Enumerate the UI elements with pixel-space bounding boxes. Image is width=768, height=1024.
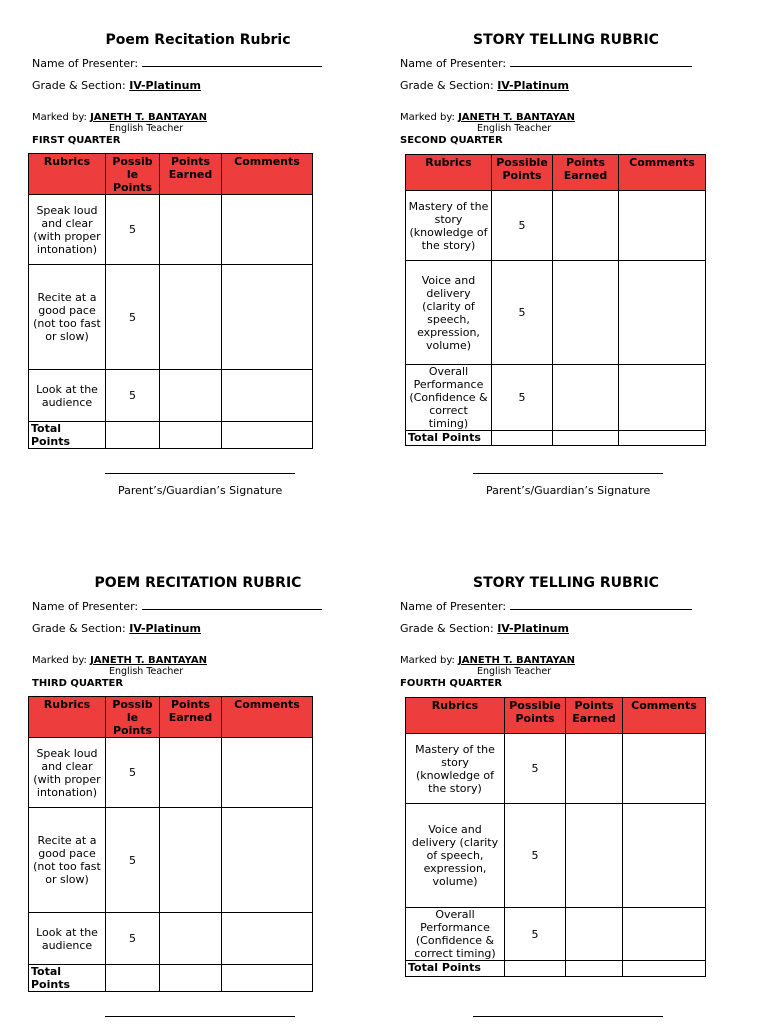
table-row bbox=[29, 265, 313, 370]
total-row bbox=[406, 961, 706, 977]
marked-label: Marked by: bbox=[32, 655, 87, 666]
possible-points-cell: 5 bbox=[106, 808, 160, 913]
quarter-label: SECOND QUARTER bbox=[400, 135, 503, 146]
grade-line bbox=[400, 622, 569, 635]
total-possible-cell[interactable] bbox=[505, 961, 566, 977]
total-earned-cell[interactable] bbox=[566, 961, 623, 977]
points-earned-cell[interactable] bbox=[566, 734, 623, 804]
table-row bbox=[29, 913, 313, 965]
points-earned-cell[interactable] bbox=[160, 195, 222, 265]
marked-label: Marked by: bbox=[400, 112, 455, 123]
rubric-title: STORY TELLING RUBRIC bbox=[473, 32, 659, 48]
presenter-name-blank[interactable] bbox=[510, 600, 692, 610]
total-possible-cell[interactable] bbox=[492, 431, 553, 446]
possible-points-cell: 5 bbox=[106, 195, 160, 265]
quarter-label: THIRD QUARTER bbox=[32, 678, 124, 689]
criterion-cell: Speak loud and clear (with proper intonation) bbox=[29, 738, 106, 808]
signature-label: Parent’s/Guardian’s Signature bbox=[486, 484, 651, 497]
teacher-name: JANETH T. BANTAYAN bbox=[458, 655, 575, 666]
presenter-name-blank[interactable] bbox=[142, 600, 322, 610]
possible-points-cell: 5 bbox=[505, 908, 566, 961]
marked-by-line bbox=[32, 112, 207, 123]
rubric-third-quarter bbox=[28, 575, 368, 1024]
header-possible-points: Possib le Points bbox=[106, 154, 160, 195]
total-points-label: Total Points bbox=[406, 961, 505, 977]
rubric-title: Poem Recitation Rubric bbox=[105, 32, 291, 48]
points-earned-cell[interactable] bbox=[160, 370, 222, 422]
signature-line[interactable] bbox=[105, 1016, 295, 1017]
header-comments: Comments bbox=[222, 154, 313, 195]
name-label: Name of Presenter: bbox=[400, 600, 507, 613]
header-rubrics: Rubrics bbox=[29, 154, 106, 195]
total-earned-cell[interactable] bbox=[553, 431, 619, 446]
possible-points-cell: 5 bbox=[106, 913, 160, 965]
marked-by-line bbox=[400, 112, 575, 123]
signature-line[interactable] bbox=[473, 1016, 663, 1017]
table-row bbox=[406, 908, 706, 961]
marked-label: Marked by: bbox=[400, 655, 455, 666]
teacher-name: JANETH T. BANTAYAN bbox=[90, 112, 207, 123]
possible-points-cell: 5 bbox=[106, 738, 160, 808]
table-row bbox=[29, 195, 313, 265]
total-points-label: Total Points bbox=[406, 431, 492, 446]
teacher-title: English Teacher bbox=[109, 666, 184, 677]
points-earned-cell[interactable] bbox=[160, 265, 222, 370]
criterion-cell: Look at the audience bbox=[29, 370, 106, 422]
total-possible-cell[interactable] bbox=[106, 422, 160, 449]
grade-label: Grade & Section: bbox=[32, 622, 126, 635]
grade-value: IV-Platinum bbox=[497, 79, 569, 92]
header-comments: Comments bbox=[222, 697, 313, 738]
possible-points-cell: 5 bbox=[106, 265, 160, 370]
grade-label: Grade & Section: bbox=[400, 79, 494, 92]
comments-cell[interactable] bbox=[623, 804, 706, 908]
points-earned-cell[interactable] bbox=[160, 738, 222, 808]
header-row bbox=[406, 698, 706, 734]
name-label: Name of Presenter: bbox=[32, 57, 139, 70]
total-earned-cell[interactable] bbox=[160, 422, 222, 449]
rubric-second-quarter bbox=[396, 32, 736, 502]
rubric-table bbox=[405, 697, 706, 977]
teacher-title: English Teacher bbox=[477, 123, 552, 134]
grade-value: IV-Platinum bbox=[129, 622, 201, 635]
header-points-earned: Points Earned bbox=[566, 698, 623, 734]
points-earned-cell[interactable] bbox=[553, 365, 619, 431]
comments-cell[interactable] bbox=[623, 734, 706, 804]
header-comments: Comments bbox=[619, 155, 706, 191]
total-comments-cell[interactable] bbox=[222, 965, 313, 992]
points-earned-cell[interactable] bbox=[160, 913, 222, 965]
criterion-cell: Voice and delivery (clarity of speech, expression, volume) bbox=[406, 804, 505, 908]
grade-label: Grade & Section: bbox=[400, 622, 494, 635]
comments-cell[interactable] bbox=[222, 195, 313, 265]
signature-line[interactable] bbox=[473, 473, 663, 474]
header-row bbox=[29, 697, 313, 738]
possible-points-cell: 5 bbox=[505, 734, 566, 804]
comments-cell[interactable] bbox=[222, 370, 313, 422]
total-row bbox=[406, 431, 706, 446]
header-row bbox=[29, 154, 313, 195]
marked-label: Marked by: bbox=[32, 112, 87, 123]
points-earned-cell[interactable] bbox=[566, 908, 623, 961]
table-row bbox=[406, 734, 706, 804]
rubric-fourth-quarter bbox=[396, 575, 736, 1024]
grade-value: IV-Platinum bbox=[129, 79, 201, 92]
header-possible-points: Possible Points bbox=[492, 155, 553, 191]
comments-cell[interactable] bbox=[222, 265, 313, 370]
signature-line[interactable] bbox=[105, 473, 295, 474]
possible-points-cell: 5 bbox=[106, 370, 160, 422]
teacher-title: English Teacher bbox=[109, 123, 184, 134]
possible-points-cell: 5 bbox=[492, 261, 553, 365]
rubric-table bbox=[28, 153, 313, 449]
points-earned-cell[interactable] bbox=[566, 804, 623, 908]
comments-cell[interactable] bbox=[222, 808, 313, 913]
points-earned-cell[interactable] bbox=[553, 261, 619, 365]
criterion-cell: Mastery of the story (knowledge of the story) bbox=[406, 734, 505, 804]
possible-points-cell: 5 bbox=[505, 804, 566, 908]
teacher-title: English Teacher bbox=[477, 666, 552, 677]
total-points-label: Total Points bbox=[29, 965, 106, 992]
comments-cell[interactable] bbox=[619, 365, 706, 431]
header-points-earned: Points Earned bbox=[160, 154, 222, 195]
total-row bbox=[29, 422, 313, 449]
rubric-title: POEM RECITATION RUBRIC bbox=[94, 575, 302, 591]
marked-by-line bbox=[400, 655, 575, 666]
criterion-cell: Voice and delivery (clarity of speech, expression, volume) bbox=[406, 261, 492, 365]
quarter-label: FIRST QUARTER bbox=[32, 135, 121, 146]
grade-line bbox=[400, 79, 569, 92]
header-possible-points: Possib le Points bbox=[106, 697, 160, 738]
header-row bbox=[406, 155, 706, 191]
total-earned-cell[interactable] bbox=[160, 965, 222, 992]
rubric-table bbox=[405, 154, 706, 446]
name-label: Name of Presenter: bbox=[400, 57, 507, 70]
presenter-name-blank[interactable] bbox=[510, 57, 692, 67]
header-comments: Comments bbox=[623, 698, 706, 734]
grade-value: IV-Platinum bbox=[497, 622, 569, 635]
comments-cell[interactable] bbox=[222, 913, 313, 965]
header-rubrics: Rubrics bbox=[406, 155, 492, 191]
grade-label: Grade & Section: bbox=[32, 79, 126, 92]
header-rubrics: Rubrics bbox=[406, 698, 505, 734]
total-comments-cell[interactable] bbox=[619, 431, 706, 446]
table-row bbox=[29, 738, 313, 808]
total-comments-cell[interactable] bbox=[623, 961, 706, 977]
name-label: Name of Presenter: bbox=[32, 600, 139, 613]
comments-cell[interactable] bbox=[619, 191, 706, 261]
table-row bbox=[29, 808, 313, 913]
criterion-cell: Overall Performance (Confidence & correct timing) bbox=[406, 365, 492, 431]
grade-line bbox=[32, 79, 201, 92]
table-row bbox=[406, 261, 706, 365]
points-earned-cell[interactable] bbox=[160, 808, 222, 913]
header-points-earned: Points Earned bbox=[160, 697, 222, 738]
signature-label: Parent’s/Guardian’s Signature bbox=[118, 484, 283, 497]
presenter-line bbox=[400, 600, 692, 613]
rubric-table bbox=[28, 696, 313, 992]
criterion-cell: Mastery of the story (knowledge of the story) bbox=[406, 191, 492, 261]
total-row bbox=[29, 965, 313, 992]
points-earned-cell[interactable] bbox=[553, 191, 619, 261]
presenter-line bbox=[32, 57, 322, 70]
teacher-name: JANETH T. BANTAYAN bbox=[458, 112, 575, 123]
header-possible-points: Possible Points bbox=[505, 698, 566, 734]
table-row bbox=[29, 370, 313, 422]
table-row bbox=[406, 365, 706, 431]
possible-points-cell: 5 bbox=[492, 191, 553, 261]
teacher-name: JANETH T. BANTAYAN bbox=[90, 655, 207, 666]
criterion-cell: Recite at a good pace (not too fast or slow) bbox=[29, 808, 106, 913]
criterion-cell: Look at the audience bbox=[29, 913, 106, 965]
total-possible-cell[interactable] bbox=[106, 965, 160, 992]
possible-points-cell: 5 bbox=[492, 365, 553, 431]
criterion-cell: Recite at a good pace (not too fast or slow) bbox=[29, 265, 106, 370]
comments-cell[interactable] bbox=[619, 261, 706, 365]
comments-cell[interactable] bbox=[623, 908, 706, 961]
grade-line bbox=[32, 622, 201, 635]
presenter-name-blank[interactable] bbox=[142, 57, 322, 67]
comments-cell[interactable] bbox=[222, 738, 313, 808]
table-row bbox=[406, 191, 706, 261]
marked-by-line bbox=[32, 655, 207, 666]
header-rubrics: Rubrics bbox=[29, 697, 106, 738]
total-points-label: Total Points bbox=[29, 422, 106, 449]
presenter-line bbox=[400, 57, 692, 70]
total-comments-cell[interactable] bbox=[222, 422, 313, 449]
quarter-label: FOURTH QUARTER bbox=[400, 678, 503, 689]
header-points-earned: Points Earned bbox=[553, 155, 619, 191]
criterion-cell: Speak loud and clear (with proper intonation) bbox=[29, 195, 106, 265]
criterion-cell: Overall Performance (Confidence & correct timing) bbox=[406, 908, 505, 961]
rubric-first-quarter bbox=[28, 32, 368, 502]
rubric-title: STORY TELLING RUBRIC bbox=[473, 575, 659, 591]
table-row bbox=[406, 804, 706, 908]
presenter-line bbox=[32, 600, 322, 613]
